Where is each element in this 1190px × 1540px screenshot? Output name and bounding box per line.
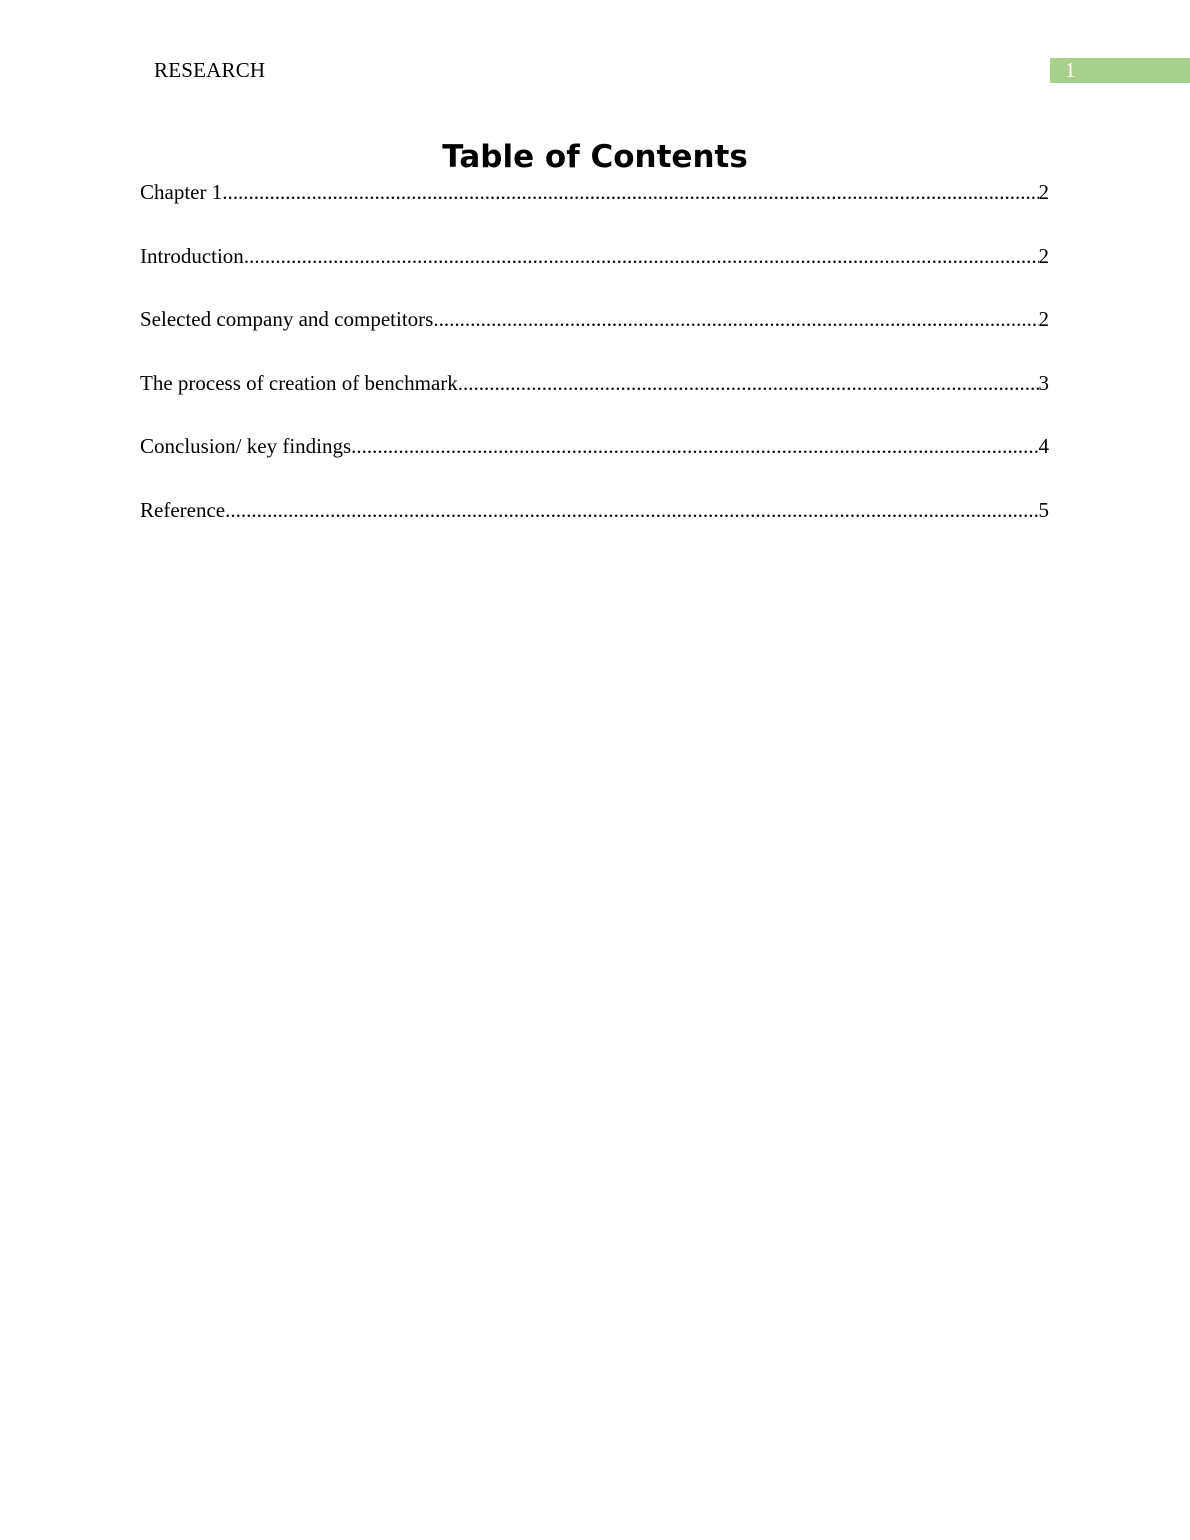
toc-dot-leader [351,430,1038,462]
toc-entry-label: Chapter 1 [140,180,223,204]
toc-entry-label: The process of creation of benchmark [140,370,458,395]
toc-dot-leader [244,240,1039,272]
page-number: 1 [1065,58,1076,82]
toc-dot-leader [225,494,1038,526]
running-header-title: RESEARCH [154,58,266,82]
toc-dot-leader [222,176,1038,208]
toc-entry-page: 5 [1038,497,1049,522]
toc-entry-page: 3 [1038,370,1049,395]
toc-entry-page: 2 [1038,307,1049,332]
toc-entry-page: 4 [1038,434,1049,459]
toc-entry-introduction[interactable] [140,240,1049,304]
toc-entry-page: 2 [1038,180,1049,204]
toc-entry-chapter-1[interactable] [140,176,1049,240]
toc-heading: Table of Contents [442,139,748,175]
toc-entry-selected-company[interactable] [140,303,1049,367]
toc-entry-label: Introduction [140,243,244,268]
toc-list [140,176,1049,558]
toc-entry-conclusion[interactable] [140,430,1049,494]
toc-entry-label: Selected company and competitors [140,307,434,332]
toc-entry-label: Conclusion/ key findings [140,434,352,459]
toc-entry-reference[interactable] [140,494,1049,558]
page-number-badge [1050,58,1190,83]
toc-dot-leader [433,303,1038,335]
toc-entry-page: 2 [1038,243,1049,268]
toc-dot-leader [458,367,1039,399]
toc-entry-label: Reference [140,497,226,522]
toc-entry-benchmark-process[interactable] [140,367,1049,431]
